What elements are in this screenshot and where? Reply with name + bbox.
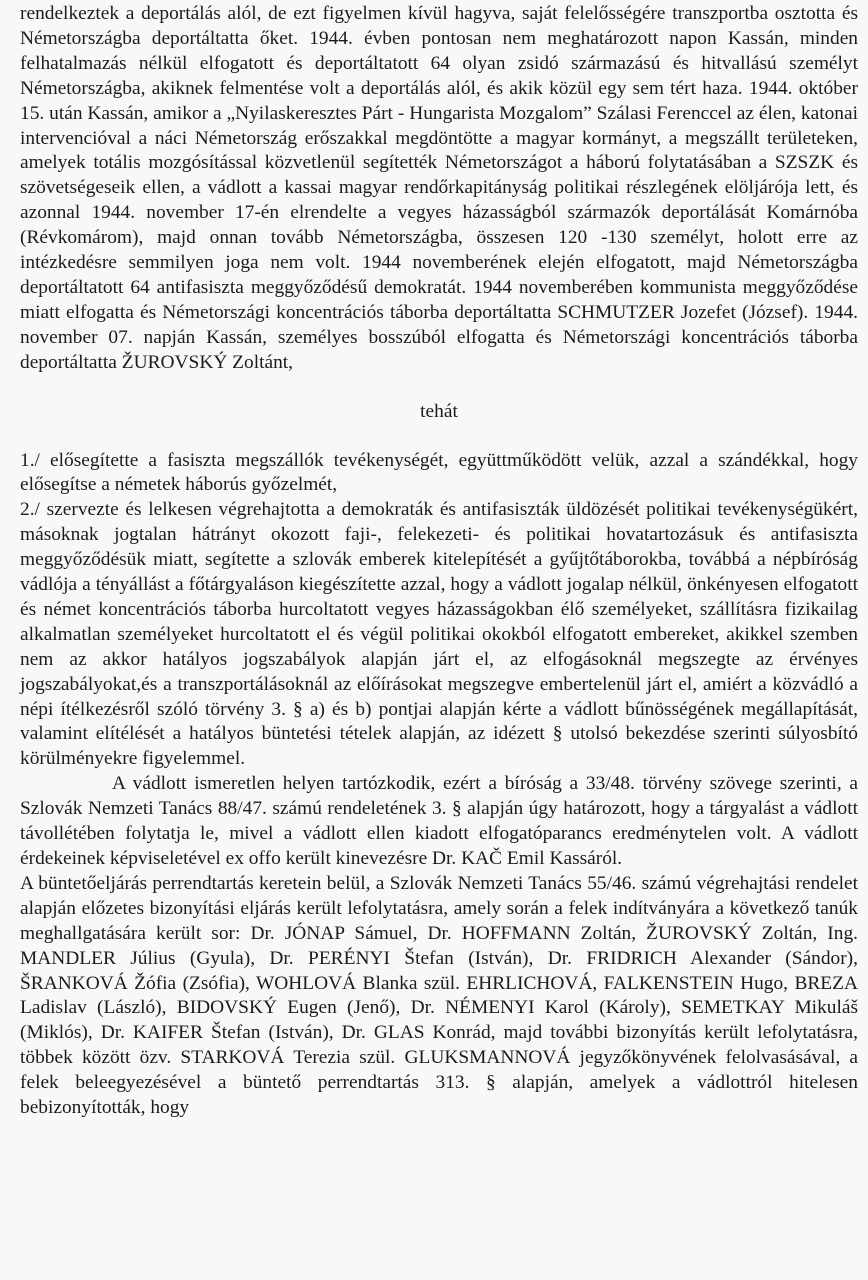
- court-decision-paragraph: A vádlott ismeretlen helyen tartózkodik, ezért a bíróság a 33/48. törvény szövege szerinti, a Szlovák Nemzeti Tanács 88/47. számú rendeletének 3. § alapján úgy határozott, hogy a tárgyalást a vádlott távollétében folytatja le, mivel a vádlott ellen kiadott elfogatóparancs eredménytelen volt. A vádlott érdekeinek képviseletével ex offo került kinevezésre Dr. KAČ Emil Kassáról.: [20, 773, 858, 869]
- numbered-item-1: 1./ elősegítette a fasiszta megszállók tevékenységét, együttműködött velük, azzal a szándékkal, hogy elősegítse a németek háborús győzelmét,: [20, 449, 858, 496]
- opening-paragraph: rendelkeztek a deportálás alól, de ezt figyelmen kívül hagyva, saját felelősségére transzportba osztotta és Németországba deportáltatta őket. 1944. évben pontosan nem meghatározott napon Kassán, minden felhatalmazás nélkül elfogatott és deportáltatott 64 olyan zsidó származású és hitvallású személyt Németországba, akiknek felmentése volt a deportálás alól, és akik közül egy sem tért haza. 1944. október 15. után Kassán, amikor a „Nyilaskeresztes Párt - Hungarista Mozgalom” Szálasi Ferenccel az élen, katonai intervencióval a náci Németország erőszakkal megdöntötte a magyar kormányt, a megszállt területeken, amelyek totális mozgósítással közvetlenül segítették Németországot a háború folytatásában a SZSZK és szövetségeseik ellen, a vádlott a kassai magyar rendőrkapitányság politikai részlegének elöljárója lett, és azonnal 1944. november 17-én elrendelte a vegyes házasságból származók deportálását Komárnóba (Révkomárom), majd onnan tovább Németországba, összesen 120 -130 személyt, holott erre az intézkedésre semmilyen joga nem volt. 1944 novemberének elején elfogatott, majd Németországba deportáltatott 64 antifasiszta meggyőződésű demokratát. 1944 novemberében kommunista meggyőződése miatt elfogatta és Németországi koncentrációs táborba deportáltatta SCHMUTZER Jozefet (József). 1944. november 07. napján Kassán, személyes bosszúból elfogatta és Németországi koncentrációs táborba deportáltatta ŽUROVSKÝ Zoltánt,: [20, 3, 858, 373]
- document-body: [20, 2, 858, 1121]
- evidence-paragraph: A büntetőeljárás perrendtartás keretein belül, a Szlovák Nemzeti Tanács 55/46. számú végrehajtási rendelet alapján előzetes bizonyítási eljárás került lefolytatásra, amely során a felek indítványára a következő tanúk meghallgatására került sor: Dr. JÓNAP Sámuel, Dr. HOFFMANN Zoltán, ŽUROVSKÝ Zoltán, Ing. MANDLER Július (Gyula), Dr. PERÉNYI Štefan (István), Dr. FRIDRICH Alexander (Sándor), ŠRANKOVÁ Žófia (Zsófia), WOHLOVÁ Blanka szül. EHRLICHOVÁ, FALKENSTEIN Hugo, BREZA Ladislav (László), BIDOVSKÝ Eugen (Jenő), Dr. NÉMENYI Karol (Károly), SEMETKAY Mikuláš (Miklós), Dr. KAIFER Štefan (István), Dr. GLAS Konrád, majd további bizonyítás került lefolytatásra, többek között özv. STARKOVÁ Terezia szül. GLUKSMANNOVÁ jegyzőkönyvének felolvasásával, a felek beleegyezésével a büntető perrendtartás 313. § alapján, amelyek a vádlottról hitelesen bebizonyították, hogy: [20, 872, 858, 1119]
- numbered-item-2: 2./ szervezte és lelkesen végrehajtotta a demokraták és antifasiszták üldözését politikai tevékenységükért, másoknak jogtalan hátrányt okozott faji-, felekezeti- és politikai hovatartozásuk és antifasiszta meggyőződésük miatt, segítette a szlovák emberek kitelepítését a gyűjtőtáborokba, továbbá a népbíróság vádlója a tényállást a főtárgyaláson kiegészítette azzal, hogy a vádlott jogalap nélkül, önkényesen elfogatott és német koncentrációs táborba hurcoltatott vegyes házasságokban élő személyeket, szállításra fizikailag alkalmatlan személyeket hurcoltatott el és végül politikai okokból elfogatott embereket, akikkel szemben nem az akkor hatályos jogszabályok alapján járt el, az elfogásoknál megszegte az érvényes jogszabályokat,és a transzportálásoknál az előírásokat megszegve embertelenül járt el, amiért a közvádló a népi ítélkezésről szóló törvény 3. § a) és b) pontjai alapján kérte a vádlott bűnösségének megállapítását, valamint elítélését a hatályos büntetési tételek alapján, az idézett § utolsó bekezdése szerinti súlyosbító körülményekre figyelemmel.: [20, 499, 858, 770]
- section-heading: tehát: [420, 400, 458, 422]
